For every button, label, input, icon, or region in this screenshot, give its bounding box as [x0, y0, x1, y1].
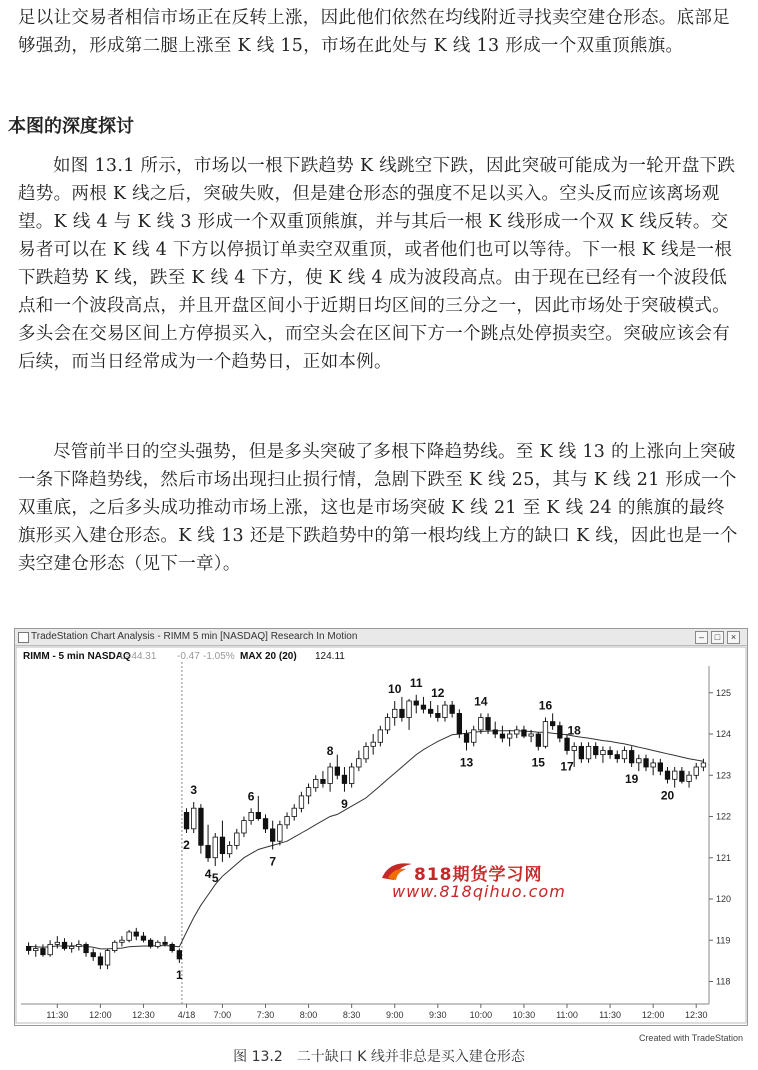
bar-number-label: 10: [388, 682, 402, 696]
bar-number-label: 13: [459, 755, 474, 770]
candle-body: [421, 705, 426, 709]
candle-body: [558, 726, 563, 738]
bar-number-label: 12: [431, 686, 445, 701]
candle-body: [278, 825, 283, 842]
candle-body: [77, 944, 82, 946]
candle-body: [457, 713, 462, 734]
candle-body: [464, 734, 469, 742]
candle-body: [493, 730, 498, 734]
candle-body: [192, 808, 197, 829]
candle-body: [543, 722, 548, 747]
x-tick-label: 8:00: [299, 1010, 318, 1020]
candle-body: [673, 771, 678, 779]
candle-body: [285, 817, 290, 825]
bar-number-label: 18: [567, 723, 581, 738]
candle-body: [55, 942, 60, 944]
candle-body: [364, 746, 369, 758]
candle-body: [148, 940, 153, 946]
candle-body: [206, 845, 211, 857]
candle-body: [622, 751, 627, 759]
y-tick-label: 118: [716, 976, 731, 987]
y-tick-label: 121: [716, 852, 732, 863]
candle-body: [443, 705, 448, 717]
bar-number-label: 3: [190, 783, 198, 798]
section-heading: 本图的深度探讨: [8, 116, 134, 137]
candle-body: [62, 942, 67, 948]
x-tick-label: 12:30: [684, 1010, 708, 1020]
candle-body: [242, 821, 247, 833]
window-titlebar[interactable]: [15, 629, 747, 646]
bar-number-label: 16: [538, 698, 553, 713]
candle-body: [249, 812, 254, 820]
candle-body: [98, 957, 103, 965]
candle-body: [536, 734, 541, 746]
x-tick-label: 4/18: [177, 1010, 196, 1020]
candle-body: [69, 946, 74, 948]
legend-ma: MAX 20 (20): [240, 651, 297, 662]
x-tick-label: 11:30: [46, 1010, 69, 1020]
candle-body: [594, 746, 599, 754]
candle-body: [48, 944, 53, 954]
candle-body: [270, 829, 275, 841]
candle-body: [436, 713, 441, 717]
candle-body: [586, 746, 591, 758]
chart-window: [14, 628, 748, 1043]
candle-body: [385, 718, 390, 730]
candle-body: [184, 812, 189, 829]
candle-body: [694, 767, 699, 775]
watermark-url: www.818qihuo.com: [392, 882, 566, 901]
watermark: [378, 860, 578, 904]
x-tick-label: 12:00: [89, 1010, 112, 1020]
x-tick-label: 11:00: [556, 1010, 578, 1020]
legend-change: -0.47: [177, 651, 200, 662]
candle-body: [321, 779, 326, 783]
candle-body: [156, 942, 161, 946]
candle-body: [220, 837, 225, 854]
x-tick-label: 12:30: [132, 1010, 155, 1020]
bar-number-label: 19: [624, 772, 639, 786]
candle-body: [120, 940, 125, 942]
bar-number-label: 2: [183, 838, 190, 852]
candle-body: [579, 746, 584, 758]
bar-number-label: 8: [326, 743, 334, 758]
candle-body: [414, 701, 419, 705]
candle-body: [213, 837, 218, 858]
minimize-button[interactable]: –: [695, 631, 708, 644]
paragraph-top: 足以让交易者相信市场正在反转上涨，因此他们依然在均线附近寻找卖空建仓形态。底部足够强劲，形成第二腿上涨至 K 线 15，市场在此处与 K 线 13 形成一个双重顶熊旗。: [18, 8, 730, 56]
candle-body: [378, 730, 383, 742]
legend-last: L=44.31: [120, 651, 157, 662]
candle-body: [629, 751, 634, 763]
candle-body: [263, 819, 268, 829]
x-tick-label: 10:00: [469, 1010, 493, 1020]
bar-number-label: 20: [660, 788, 675, 803]
window-title: TradeStation Chart Analysis - RIMM 5 min [NASDAQ] Research In Motion: [31, 631, 358, 642]
legend-ma-value: 124.11: [315, 651, 345, 662]
bar-number-label: 9: [341, 796, 348, 811]
bar-number-label: 17: [560, 759, 574, 774]
x-tick-label: 8:30: [342, 1010, 361, 1020]
candle-body: [227, 845, 232, 853]
candle-body: [687, 775, 692, 781]
candle-body: [105, 951, 110, 965]
candle-body: [658, 763, 663, 771]
candle-body: [644, 759, 649, 767]
candle-body: [357, 759, 362, 767]
bar-number-label: 5: [211, 871, 219, 885]
paragraph-1: 如图 13.1 所示，市场以一根下跌趋势 K 线跳空下跌，因此突破可能成为一轮开盘下跌趋势。两根 K 线之后，突破失败，但是建仓形态的强度不足以买入。空头反而应该离场观望。K 线 4 与 K 线 3 形成一个双重顶熊旗，并与其后一根 K 线形成一个双 K 线反转。交易者可以在 K 线 4 下方以停损订单卖空双重顶，或者他们也可以等待。下一根 K 线是一根下跌趋势 K 线，跌至 K 线 4 下方，使 K 线 4 成为波段高点。由于现在已经有一个波段低点和一个波段高点，并且开盘区间小于近期日均区间的三分之一，因此市场处于突破模式。多头会在交易区间上方停损买入，而空头会在区间下方一个跳点处停损卖空。突破应该会有后续，而当日经常成为一个趋势日，正如本例。: [18, 156, 736, 372]
candle-body: [428, 709, 433, 713]
app-icon: [18, 632, 29, 643]
candle-body: [177, 951, 182, 959]
candle-body: [314, 779, 319, 787]
candle-body: [335, 767, 340, 775]
legend-pct: -1.05%: [203, 651, 235, 662]
candle-body: [407, 701, 412, 718]
candle-body: [565, 738, 570, 750]
bar-number-label: 15: [531, 755, 545, 770]
candle-body: [479, 718, 484, 730]
candle-body: [199, 808, 204, 845]
credit-text: Created with TradeStation: [638, 1033, 743, 1043]
close-button[interactable]: ×: [727, 631, 740, 644]
candle-body: [127, 932, 131, 940]
candle-body: [400, 709, 405, 717]
candle-body: [522, 730, 527, 736]
figure-caption: 图 13.2 二十缺口 K 线并非总是买入建仓形态: [233, 1049, 525, 1065]
y-tick-label: 124: [716, 729, 732, 739]
candle-body: [615, 755, 620, 759]
y-tick-label: 123: [716, 770, 732, 781]
x-tick-label: 7:30: [256, 1010, 275, 1020]
x-tick-label: 10:30: [512, 1010, 536, 1020]
candle-body: [235, 833, 240, 845]
candle-body: [472, 730, 477, 742]
x-tick-label: 12:00: [641, 1010, 665, 1020]
candle-body: [500, 734, 505, 738]
candle-body: [134, 932, 139, 936]
legend-symbol: RIMM - 5 min NASDAQ: [23, 651, 131, 662]
x-tick-label: 9:00: [385, 1010, 404, 1020]
candle-body: [486, 718, 491, 730]
candle-body: [349, 767, 354, 784]
y-tick-label: 125: [716, 687, 732, 698]
candle-body: [601, 751, 606, 755]
maximize-button[interactable]: □: [711, 631, 724, 644]
candle-body: [292, 808, 297, 816]
y-tick-label: 122: [716, 811, 732, 822]
candle-body: [163, 942, 168, 944]
candle-body: [256, 812, 261, 818]
x-tick-label: 11:30: [599, 1010, 622, 1020]
bar-number-label: 11: [409, 675, 423, 690]
bar-number-label: 4: [204, 866, 212, 881]
candle-body: [299, 796, 304, 808]
candle-body: [550, 722, 555, 726]
candle-body: [450, 705, 455, 713]
bar-number-label: 1: [176, 967, 183, 982]
candle-body: [651, 763, 656, 767]
candle-body: [608, 751, 613, 755]
y-tick-label: 120: [716, 894, 732, 904]
candle-body: [529, 734, 534, 736]
x-tick-label: 7:00: [213, 1010, 232, 1020]
candle-body: [572, 746, 577, 750]
candle-body: [91, 953, 96, 957]
candle-body: [84, 944, 89, 952]
candle-body: [141, 936, 146, 940]
x-tick-label: 9:30: [429, 1010, 447, 1020]
candle-body: [41, 949, 46, 955]
candle-body: [393, 709, 398, 717]
candle-body: [306, 788, 311, 796]
candle-body: [665, 771, 670, 779]
candle-body: [328, 767, 333, 784]
candle-body: [170, 944, 175, 950]
y-tick-label: 119: [716, 935, 731, 946]
chart-frame: [16, 647, 746, 1023]
watermark-title: 818期货学习网: [414, 865, 543, 885]
paragraph-2: 尽管前半日的空头强势，但是多头突破了多根下降趋势线。至 K 线 13 的上涨向上突破一条下降趋势线，然后市场出现扫止损行情，急剧下跌至 K 线 25，其与 K 线 21 形成一个双重底，之后多头成功推动市场上涨，这也是市场突破 K 线 21 至 K 线 24 的熊旗的最终旗形买入建仓形态。K 线 13 还是下跌趋势中的第一根均线上方的缺口 K 线，因此也是一个卖空建仓形态（见下一章）。: [18, 442, 738, 574]
candle-body: [701, 763, 706, 767]
candle-body: [507, 734, 512, 738]
candle-body: [637, 759, 642, 763]
candle-body: [113, 942, 118, 950]
candle-body: [680, 771, 685, 781]
price-chart[interactable]: [15, 646, 747, 1024]
candle-body: [342, 775, 347, 783]
bar-number-label: 6: [247, 789, 255, 804]
bar-number-label: 14: [474, 694, 488, 709]
bar-number-label: 7: [269, 854, 277, 869]
flame-logo-icon: [380, 860, 414, 882]
candle-body: [371, 742, 376, 746]
candle-body: [34, 949, 39, 951]
candle-body: [26, 946, 31, 950]
candle-body: [515, 730, 520, 734]
